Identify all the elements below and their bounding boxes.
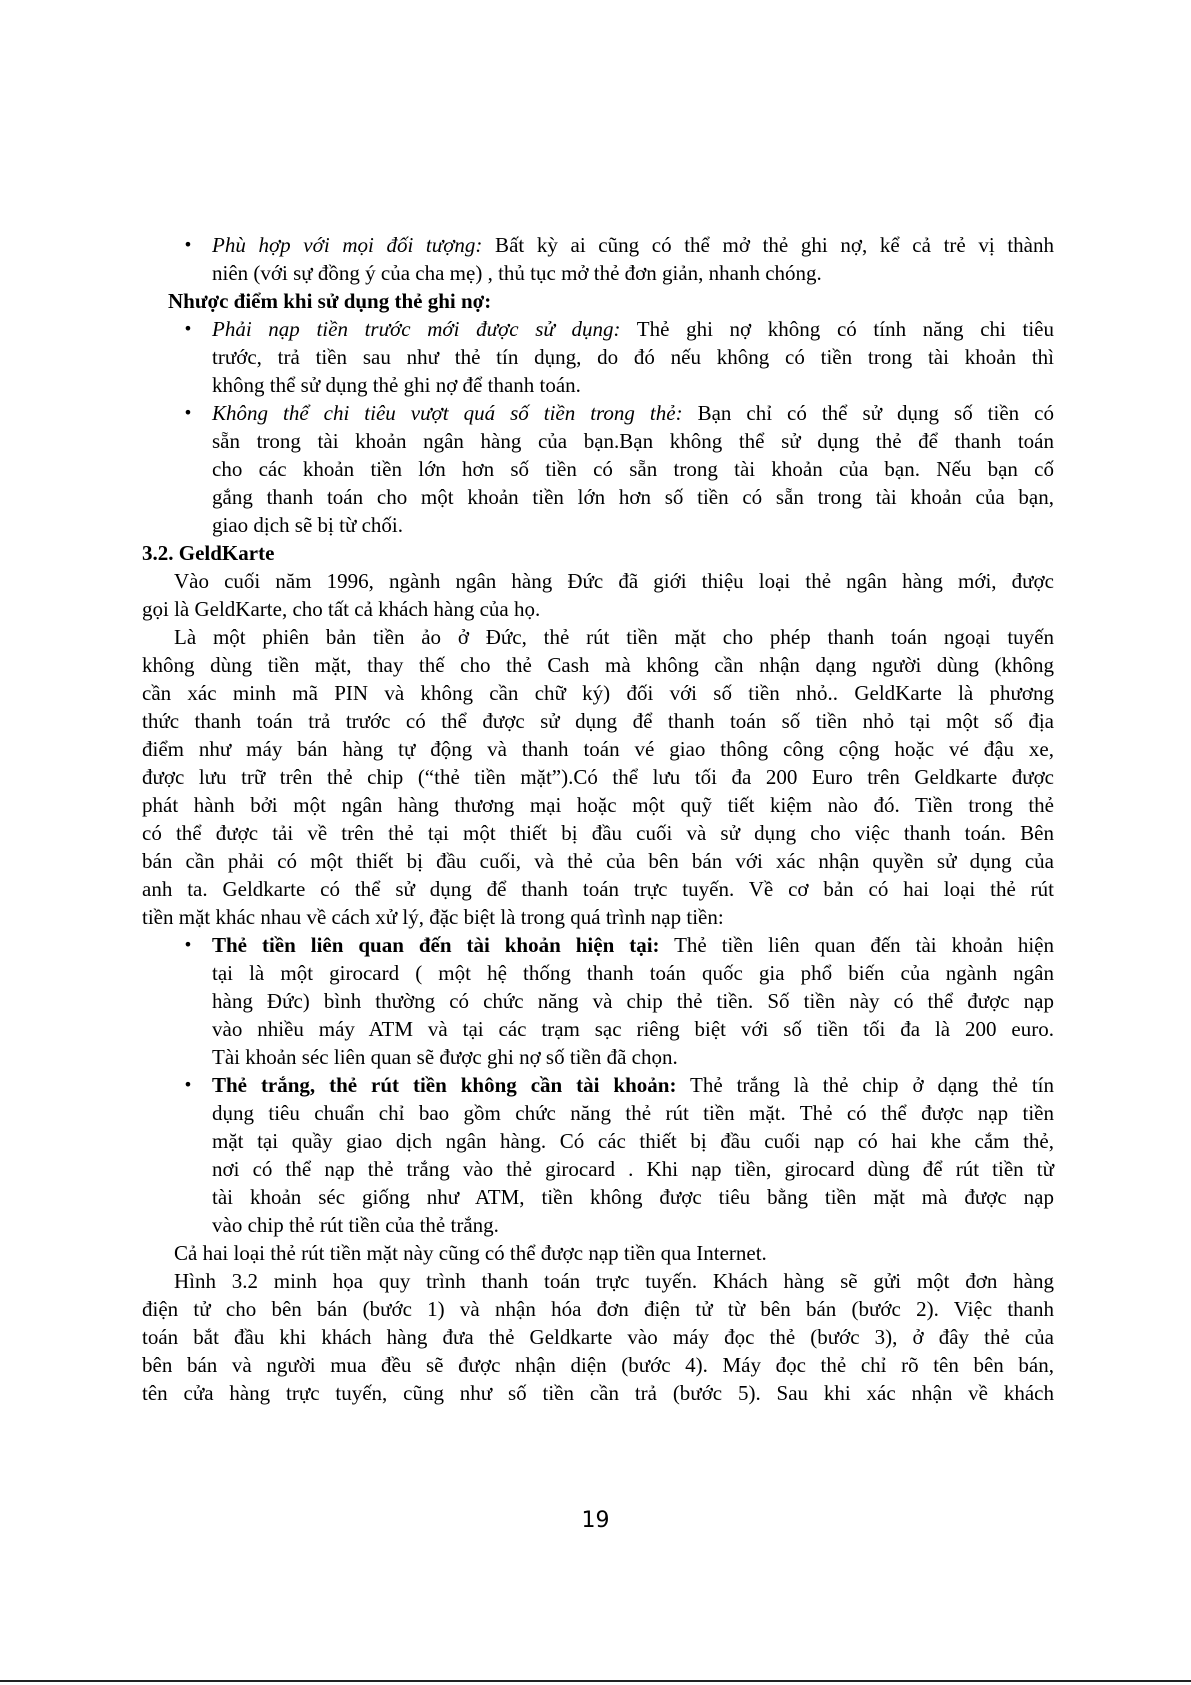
disadvantages-heading: Nhược điểm khi sử dụng thẻ ghi nợ: [168, 289, 492, 313]
text-line: Không thể chi tiêu vượt quá số tiền trong thẻ: Bạn chỉ có thể sử dụng số tiền có [212, 401, 1054, 425]
paragraph-line: gọi là GeldKarte, cho tất cả khách hàng của họ. [142, 597, 541, 621]
bullet-dot-icon: • [183, 235, 193, 254]
bullet-dot-icon: • [183, 1075, 193, 1094]
paragraph-line: Cả hai loại thẻ rút tiền mặt này cũng có thể được nạp tiền qua Internet. [174, 1241, 767, 1265]
paragraph-line: điện tử cho bên bán (bước 1) và nhận hóa đơn điện tử từ bên bán (bước 2). Việc thanh [142, 1297, 1054, 1321]
text-line: nơi có thể nạp thẻ trắng vào thẻ girocard . Khi nạp tiền, girocard dùng để rút tiền từ [212, 1157, 1054, 1181]
text-line: không thể sử dụng thẻ ghi nợ để thanh toán. [212, 373, 581, 397]
bullet-suitable-for-all [142, 231, 1054, 287]
document-body [142, 231, 1054, 1407]
paragraph-line: điểm như máy bán hàng tự động và thanh toán vé giao thông công cộng hoặc vé đậu xe, [142, 737, 1054, 761]
paragraph-line: Vào cuối năm 1996, ngành ngân hàng Đức đã giới thiệu loại thẻ ngân hàng mới, được [174, 569, 1054, 593]
text-line: Tài khoản séc liên quan sẽ được ghi nợ số tiền đã chọn. [212, 1045, 678, 1069]
bullet-dot-icon: • [183, 319, 193, 338]
paragraph-line: anh ta. Geldkarte có thể sử dụng để thanh toán trực tuyến. Về cơ bản có hai loại thẻ rút [142, 877, 1054, 901]
text-line: sẵn trong tài khoản ngân hàng của bạn.Bạn không thể sử dụng thẻ để thanh toán [212, 429, 1054, 453]
bullet-white-card [142, 1071, 1054, 1239]
paragraph-line: không dùng tiền mặt, thay thế cho thẻ Cash mà không cần nhận dạng người dùng (không [142, 653, 1054, 677]
paragraph-line: cần xác minh mã PIN và không cần chữ ký) đối với số tiền nhỏ.. GeldKarte là phương [142, 681, 1054, 705]
text-line: tài khoản séc giống như ATM, tiền không được tiêu bằng tiền mặt mà được nạp [212, 1185, 1054, 1209]
paragraph-line: có thể được tải về trên thẻ tại một thiết bị đầu cuối và sử dụng cho việc thanh toán. Bên [142, 821, 1054, 845]
text-line: giao dịch sẽ bị từ chối. [212, 513, 404, 537]
bullet-dot-icon: • [183, 403, 193, 422]
text-line: vào chip thẻ rút tiền của thẻ trắng. [212, 1213, 499, 1237]
bullet-account-linked-card [142, 931, 1054, 1071]
text-line: trước, trả tiền sau như thẻ tín dụng, do đó nếu không có tiền trong tài khoản thì [212, 345, 1054, 369]
text-line: hàng Đức) bình thường có chức năng và chip thẻ tiền. Số tiền này có thể được nạp [212, 989, 1054, 1013]
paragraph-line: Là một phiên bản tiền ảo ở Đức, thẻ rút tiền mặt cho phép thanh toán ngoại tuyến [174, 625, 1054, 649]
paragraph-line: tên cửa hàng trực tuyến, cũng như số tiền cần trả (bước 5). Sau khi xác nhận về khách [142, 1381, 1054, 1405]
text-line: tại là một girocard ( một hệ thống thanh toán quốc gia phổ biến của ngành ngân [212, 961, 1054, 985]
text-line: Phù hợp với mọi đối tượng: Bất kỳ ai cũng có thể mở thẻ ghi nợ, kể cả trẻ vị thành [212, 233, 1054, 257]
bullet-dot-icon: • [183, 935, 193, 954]
bullet-prepay-required [142, 315, 1054, 399]
paragraph-line: thức thanh toán trả trước có thể được sử dụng để thanh toán số tiền nhỏ tại một số địa [142, 709, 1054, 733]
paragraph-line: tiền mặt khác nhau về cách xử lý, đặc biệt là trong quá trình nạp tiền: [142, 905, 724, 929]
text-line: mặt tại quầy giao dịch ngân hàng. Có các thiết bị đầu cuối nạp có hai khe cắm thẻ, [212, 1129, 1054, 1153]
paragraph-line: phát hành bởi một ngân hàng thương mại hoặc một quỹ tiết kiệm nào đó. Tiền trong thẻ [142, 793, 1054, 817]
text-line: Thẻ tiền liên quan đến tài khoản hiện tại: Thẻ tiền liên quan đến tài khoản hiện [212, 933, 1054, 957]
text-line: vào nhiều máy ATM và tại các trạm sạc riêng biệt với số tiền tối đa là 200 euro. [212, 1017, 1054, 1041]
text-line: niên (với sự đồng ý của cha mẹ) , thủ tục mở thẻ đơn giản, nhanh chóng. [212, 261, 822, 285]
bullet-no-overspending [142, 399, 1054, 539]
bottom-divider [0, 1680, 1191, 1682]
text-line: Phải nạp tiền trước mới được sử dụng: Thẻ ghi nợ không có tính năng chi tiêu [212, 317, 1054, 341]
paragraph-line: toán bắt đầu khi khách hàng đưa thẻ Geldkarte vào máy đọc thẻ (bước 3), ở đây thẻ của [142, 1325, 1054, 1349]
paragraph-line: bên bán và người mua đều sẽ được nhận diện (bước 4). Máy đọc thẻ chỉ rõ tên bên bán, [142, 1353, 1054, 1377]
text-line: Thẻ trắng, thẻ rút tiền không cần tài khoản: Thẻ trắng là thẻ chip ở dạng thẻ tín [212, 1073, 1054, 1097]
text-line: cho các khoản tiền lớn hơn số tiền có sẵn trong tài khoản của bạn. Nếu bạn cố [212, 457, 1054, 481]
section-heading: 3.2. GeldKarte [142, 541, 275, 565]
paragraph-line: Hình 3.2 minh họa quy trình thanh toán trực tuyến. Khách hàng sẽ gửi một đơn hàng [174, 1269, 1054, 1293]
text-line: dụng tiêu chuẩn chỉ bao gồm chức năng thẻ rút tiền mặt. Thẻ có thể được nạp tiền [212, 1101, 1054, 1125]
page-number: 19 [581, 1508, 610, 1533]
paragraph-line: được lưu trữ trên thẻ chip (“thẻ tiền mặt”).Có thể lưu tối đa 200 Euro trên Geldkarte được [142, 765, 1054, 789]
text-line: gắng thanh toán cho một khoản tiền lớn hơn số tiền có sẵn trong tài khoản của bạn, [212, 485, 1054, 509]
paragraph-line: bán cần phải có một thiết bị đầu cuối, và thẻ của bên bán với xác nhận quyền sử dụng của [142, 849, 1054, 873]
